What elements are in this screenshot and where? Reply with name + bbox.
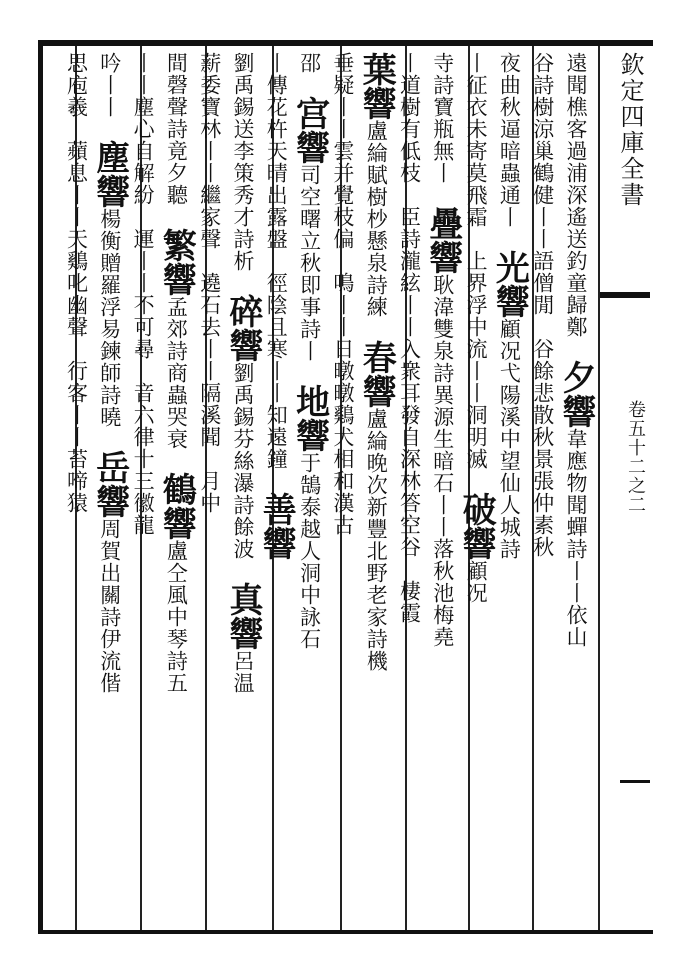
- text-segment: 劉禹錫芬絲瀑詩餘波: [231, 362, 255, 560]
- text-segment: 臣詩瀧絃丨丨入衆耳發自深林答空谷: [397, 206, 422, 558]
- column-rule: [598, 46, 600, 930]
- segment-gap: [298, 362, 322, 384]
- headword: 地: [289, 384, 330, 418]
- text-segment: 于鵠泰越人洞中詠石: [297, 452, 322, 650]
- segment-gap: [497, 560, 521, 582]
- text-segment: 呂温: [231, 650, 255, 694]
- headword: 破: [456, 492, 497, 526]
- headword-suffix: 響: [223, 616, 263, 650]
- headword: 宫: [289, 96, 330, 130]
- text-segment: 丨道樹有低枝: [397, 52, 422, 184]
- segment-gap: [364, 672, 388, 694]
- segment-gap: [431, 184, 455, 206]
- text-segment: 音六律十三徽龍: [131, 382, 156, 536]
- segment-gap: [131, 536, 155, 558]
- segment-gap: [198, 514, 222, 536]
- segment-gap: [231, 272, 255, 294]
- segment-gap: [464, 604, 488, 626]
- segment-gap: [331, 536, 355, 558]
- segment-gap: [364, 318, 388, 340]
- segment-gap: [164, 450, 188, 472]
- segment-gap: [431, 648, 455, 670]
- text-segment: 丨征衣未寄莫飛霜: [464, 52, 489, 228]
- headword: 春: [356, 340, 397, 374]
- segment-gap: [464, 470, 488, 492]
- text-segment: 寺詩寶瓶無丨: [430, 52, 455, 184]
- volume-label: 卷五十二之二: [625, 400, 646, 514]
- text-segment: 上界浮中流丨丨洞明滅: [464, 250, 489, 470]
- text-segment: 垂疑丨丨雲并覺枝偏: [330, 52, 355, 250]
- text-column: [41, 52, 89, 928]
- headword-suffix: 響: [289, 418, 330, 452]
- headword: 真: [223, 582, 263, 616]
- text-segment: 谷詩樹涼巢鶴健丨丨語僧閒: [530, 52, 555, 316]
- headword: 繁: [156, 228, 197, 262]
- segment-gap: [131, 360, 155, 382]
- text-segment: 行客丨丨苔啼猿: [64, 360, 89, 514]
- text-segment: 周賀出關詩伊流偕: [97, 518, 122, 694]
- segment-gap: [298, 650, 322, 672]
- segment-gap: [231, 560, 255, 582]
- text-segment: 遶石去丨丨隔溪聞: [197, 272, 222, 448]
- headword: 岳: [89, 450, 130, 484]
- text-segment: 夜曲秋逼暗蟲通丨: [497, 52, 522, 228]
- text-segment: 思庖羲: [64, 52, 89, 118]
- text-segment: 徑陰且寒丨丨知遠鐘: [264, 272, 289, 470]
- text-segment: 鳴丨丨日暾暾鷄犬相和漢古: [330, 272, 355, 536]
- headword: 疊: [422, 206, 463, 240]
- headword: 鶴: [156, 472, 197, 506]
- text-segment: 楊衡贈羅浮易鍊師詩曉: [97, 208, 122, 428]
- segment-gap: [564, 648, 588, 670]
- headword-suffix: 響: [289, 130, 330, 164]
- segment-gap: [98, 118, 122, 140]
- segment-gap: [398, 558, 422, 580]
- text-segment: 劉禹錫送李策秀才詩析: [231, 52, 255, 272]
- text-segment: 司空曙立秋即事詩丨: [297, 164, 322, 362]
- headword-suffix: 響: [223, 328, 263, 362]
- fish-tail-mark-lower: [620, 780, 650, 783]
- text-segment: 吟丨丨: [97, 52, 122, 118]
- text-segment: 顧况弋陽溪中望仙人城詩: [497, 318, 522, 560]
- headword-suffix: 響: [156, 262, 197, 296]
- segment-gap: [198, 250, 222, 272]
- headword: 葉: [356, 52, 397, 86]
- segment-gap: [264, 250, 288, 272]
- text-segment: 韋應物聞蟬詩丨丨依山: [564, 428, 588, 648]
- book-title: 欽定四庫全書: [616, 52, 644, 208]
- text-segment: 顧况: [464, 560, 489, 604]
- headword: 善: [256, 492, 297, 526]
- headword: 光: [489, 250, 530, 284]
- text-segment: 棲霞: [397, 580, 422, 624]
- headword-suffix: 響: [556, 394, 596, 428]
- frame-bottom-border: [38, 930, 653, 934]
- segment-gap: [298, 74, 322, 96]
- headword: 塵: [89, 140, 130, 174]
- headword-suffix: 響: [356, 374, 397, 408]
- text-segment: 薪委寶林丨丨繼家聲: [197, 52, 222, 250]
- segment-gap: [164, 694, 188, 716]
- headword-suffix: 響: [422, 240, 463, 274]
- text-segment: 盧仝風中琴詩五: [164, 540, 189, 694]
- segment-gap: [531, 558, 555, 580]
- text-segment: 耿湋雙泉詩異源生暗石丨丨落秋池梅堯: [430, 274, 455, 648]
- headword-suffix: 響: [89, 174, 130, 208]
- text-segment: 蘋息丨丨天鷄叱幽聲: [64, 140, 89, 338]
- headword-suffix: 響: [256, 526, 297, 560]
- segment-gap: [331, 250, 355, 272]
- segment-gap: [198, 448, 222, 470]
- headword-suffix: 響: [489, 284, 530, 318]
- text-segment: 孟郊詩商蟲哭衰: [164, 296, 189, 450]
- text-segment: 遠聞樵客過浦深遙送釣童歸鄭: [564, 52, 588, 338]
- text-segment: 間磬聲詩竟夕聽: [164, 52, 189, 206]
- headword-suffix: 響: [156, 506, 197, 540]
- segment-gap: [98, 428, 122, 450]
- text-segment: 運丨丨不可尋: [131, 228, 156, 360]
- text-segment: 丨丨塵心自解紛: [131, 52, 156, 206]
- segment-gap: [65, 118, 89, 140]
- headword-suffix: 響: [356, 86, 397, 120]
- segment-gap: [131, 206, 155, 228]
- headword-suffix: 響: [89, 484, 130, 518]
- text-segment: 盧綸晚次新豐北野老家詩機: [364, 408, 389, 672]
- segment-gap: [231, 694, 255, 716]
- text-segment: 谷餘悲散秋景張仲素秋: [530, 338, 555, 558]
- text-segment: 丨傳花杵天晴出露盤: [264, 52, 289, 250]
- segment-gap: [65, 338, 89, 360]
- segment-gap: [398, 184, 422, 206]
- segment-gap: [531, 316, 555, 338]
- segment-gap: [497, 228, 521, 250]
- headword: 碎: [223, 294, 263, 328]
- headword: 夕: [556, 360, 596, 394]
- segment-gap: [398, 624, 422, 646]
- fish-tail-mark: [600, 292, 650, 298]
- segment-gap: [164, 206, 188, 228]
- text-segment: 月中: [197, 470, 222, 514]
- segment-gap: [264, 470, 288, 492]
- segment-gap: [98, 694, 122, 716]
- headword-suffix: 響: [456, 526, 497, 560]
- frame-top-border: [38, 40, 653, 46]
- text-segment: 邵: [297, 52, 322, 74]
- segment-gap: [564, 338, 588, 360]
- segment-gap: [65, 514, 89, 536]
- text-segment: 盧綸賦樹杪懸泉詩練: [364, 120, 389, 318]
- segment-gap: [464, 228, 488, 250]
